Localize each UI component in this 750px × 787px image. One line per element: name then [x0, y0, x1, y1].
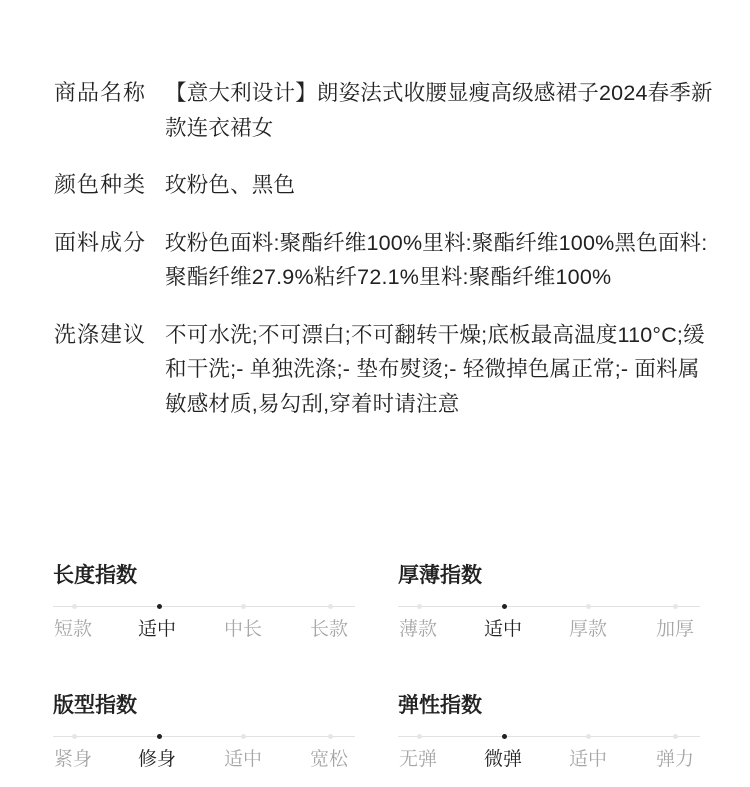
- index-option: 加厚: [656, 619, 695, 640]
- thickness-index: [398, 562, 700, 644]
- index-option: 适中: [224, 749, 263, 770]
- info-label: 洗涤建议: [54, 321, 147, 347]
- info-row-care: [54, 318, 714, 422]
- scale-tick: [72, 734, 77, 739]
- info-label: 商品名称: [54, 80, 147, 105]
- scale-tick: [72, 604, 77, 609]
- index-option: 宽松: [310, 749, 349, 770]
- info-row-name: [54, 76, 714, 145]
- index-option: 适中: [484, 619, 523, 640]
- fit-index: [53, 692, 355, 774]
- index-option: 短款: [54, 619, 93, 640]
- scale-tick: [673, 734, 678, 739]
- index-option: 薄款: [399, 619, 438, 640]
- scale-tick: [328, 734, 333, 739]
- length-index: [53, 562, 355, 644]
- index-option: 适中: [569, 749, 608, 770]
- index-title: 版型指数: [53, 694, 137, 717]
- index-option: 微弹: [484, 749, 523, 770]
- scale-tick: [157, 734, 162, 739]
- index-title: 厚薄指数: [398, 564, 482, 587]
- index-option: 厚款: [569, 619, 608, 640]
- scale-line: [398, 606, 700, 607]
- index-option: 修身: [138, 749, 177, 770]
- index-options: [398, 746, 700, 774]
- index-option: 中长: [224, 619, 263, 640]
- index-option: 适中: [138, 619, 177, 640]
- info-row-color: [54, 168, 714, 203]
- scale-tick: [157, 604, 162, 609]
- index-options: [53, 746, 355, 774]
- product-info-section: [54, 76, 714, 444]
- scale-tick: [586, 734, 591, 739]
- scale-line: [53, 606, 355, 607]
- index-title: 弹性指数: [398, 694, 482, 717]
- index-scale: [398, 728, 700, 744]
- index-option: 无弹: [399, 749, 438, 770]
- index-scale: [398, 598, 700, 614]
- scale-tick: [502, 734, 507, 739]
- scale-tick: [417, 734, 422, 739]
- index-option: 长款: [310, 619, 349, 640]
- scale-tick: [241, 604, 246, 609]
- info-label: 颜色种类: [54, 172, 147, 197]
- color-value: 玫粉色、黑色: [165, 173, 296, 197]
- index-options: [53, 616, 355, 644]
- fabric-value: 玫粉色面料:聚酯纤维100%里料:聚酯纤维100%黑色面料:聚酯纤维27.9%粘纤72.1%里料:聚酯纤维100%: [165, 230, 708, 289]
- info-label: 面料成分: [54, 229, 147, 255]
- product-name-value: 【意大利设计】朗姿法式收腰显瘦高级感裙子2024春季新款连衣裙女: [165, 81, 713, 140]
- index-option: 紧身: [54, 749, 93, 770]
- elasticity-index: [398, 692, 700, 774]
- scale-line: [53, 736, 355, 737]
- index-options: [398, 616, 700, 644]
- index-title: 长度指数: [53, 564, 137, 587]
- index-scale: [53, 728, 355, 744]
- scale-tick: [673, 604, 678, 609]
- care-value: 不可水洗;不可漂白;不可翻转干燥;底板最高温度110°C;缓和干洗;- 单独洗涤;- 垫布熨烫;- 轻微掉色属正常;- 面料属敏感材质,易勾刮,穿着时请注意: [165, 322, 705, 416]
- scale-tick: [417, 604, 422, 609]
- scale-tick: [328, 604, 333, 609]
- scale-tick: [586, 604, 591, 609]
- scale-tick: [241, 734, 246, 739]
- scale-tick: [502, 604, 507, 609]
- index-scale: [53, 598, 355, 614]
- scale-line: [398, 736, 700, 737]
- info-row-fabric: [54, 226, 714, 295]
- index-option: 弹力: [656, 749, 695, 770]
